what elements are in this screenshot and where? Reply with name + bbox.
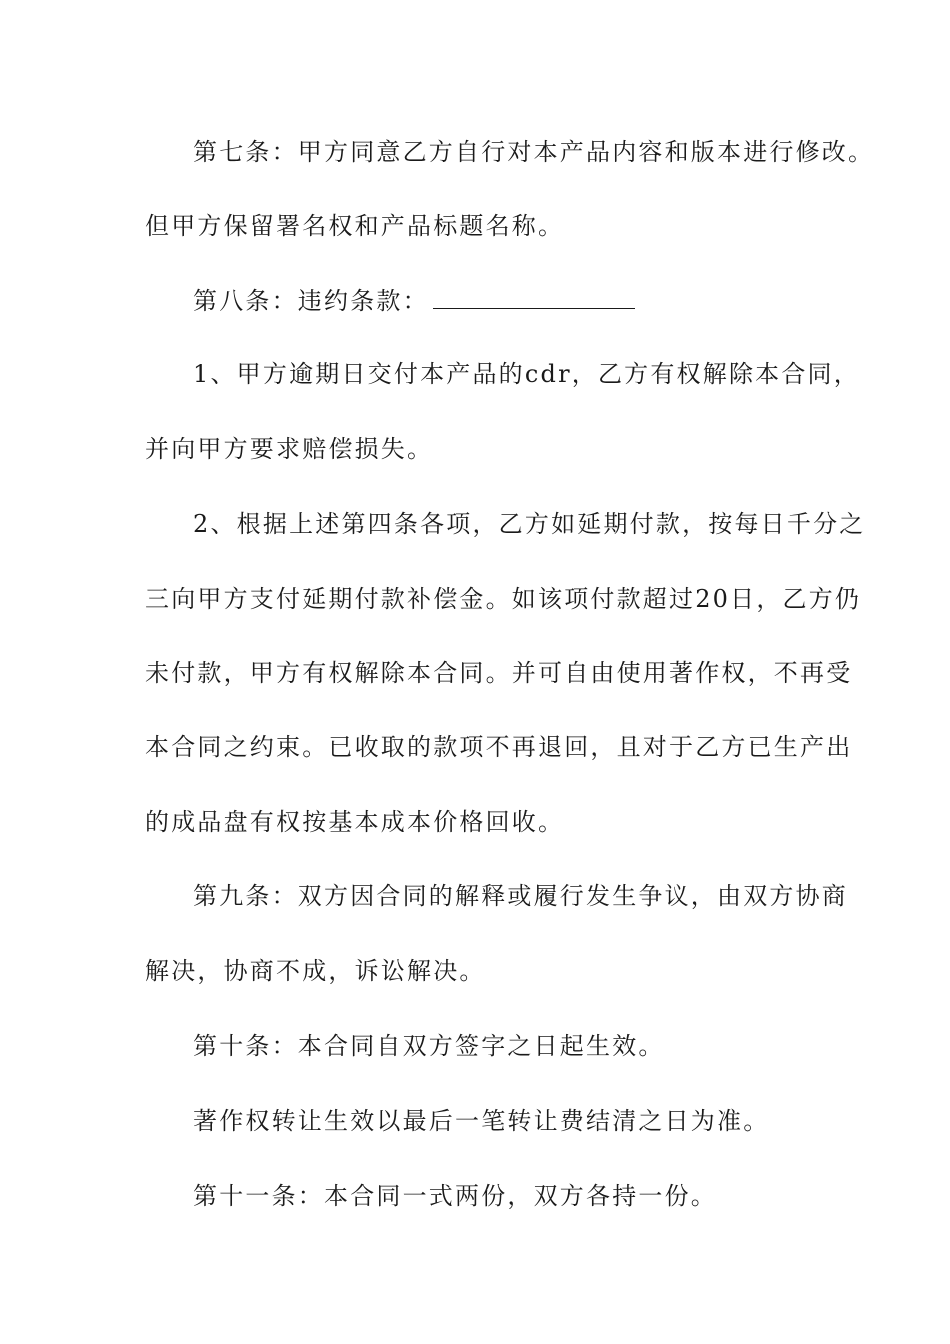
- article-9-line-2: 解决，协商不成，诉讼解决。: [145, 957, 486, 985]
- clause-2-line-1: 2、根据上述第四条各项，乙方如延期付款，按每日千分之: [193, 510, 866, 538]
- article-9-line-1: 第九条：双方因合同的解释或履行发生争议，由双方协商: [193, 882, 848, 910]
- article-11-line: 第十一条：本合同一式两份，双方各持一份。: [193, 1182, 717, 1210]
- clause-1-line-1: 1、甲方逾期日交付本产品的cdr，乙方有权解除本合同，: [193, 360, 860, 388]
- article-8-heading: [193, 285, 635, 317]
- clause-2-line-3: 未付款，甲方有权解除本合同。并可自由使用著作权，不再受: [145, 659, 853, 687]
- article-8-heading-text: 第八条：违约条款：: [193, 287, 429, 315]
- clause-2-line-2: 三向甲方支付延期付款补偿金。如该项付款超过20日，乙方仍: [145, 585, 862, 613]
- clause-2-line-5: 的成品盘有权按基本成本价格回收。: [145, 808, 565, 836]
- article-10-line: 第十条：本合同自双方签字之日起生效。: [193, 1032, 665, 1060]
- clause-1-line-2: 并向甲方要求赔偿损失。: [145, 435, 434, 463]
- blank-fill-line: [433, 288, 635, 309]
- clause-2-line-4: 本合同之约束。已收取的款项不再退回，且对于乙方已生产出: [145, 733, 853, 761]
- article-7-line-1: 第七条：甲方同意乙方自行对本产品内容和版本进行修改。: [193, 138, 875, 166]
- copyright-transfer-line: 著作权转让生效以最后一笔转让费结清之日为准。: [193, 1107, 770, 1135]
- article-7-line-2: 但甲方保留署名权和产品标题名称。: [145, 212, 565, 240]
